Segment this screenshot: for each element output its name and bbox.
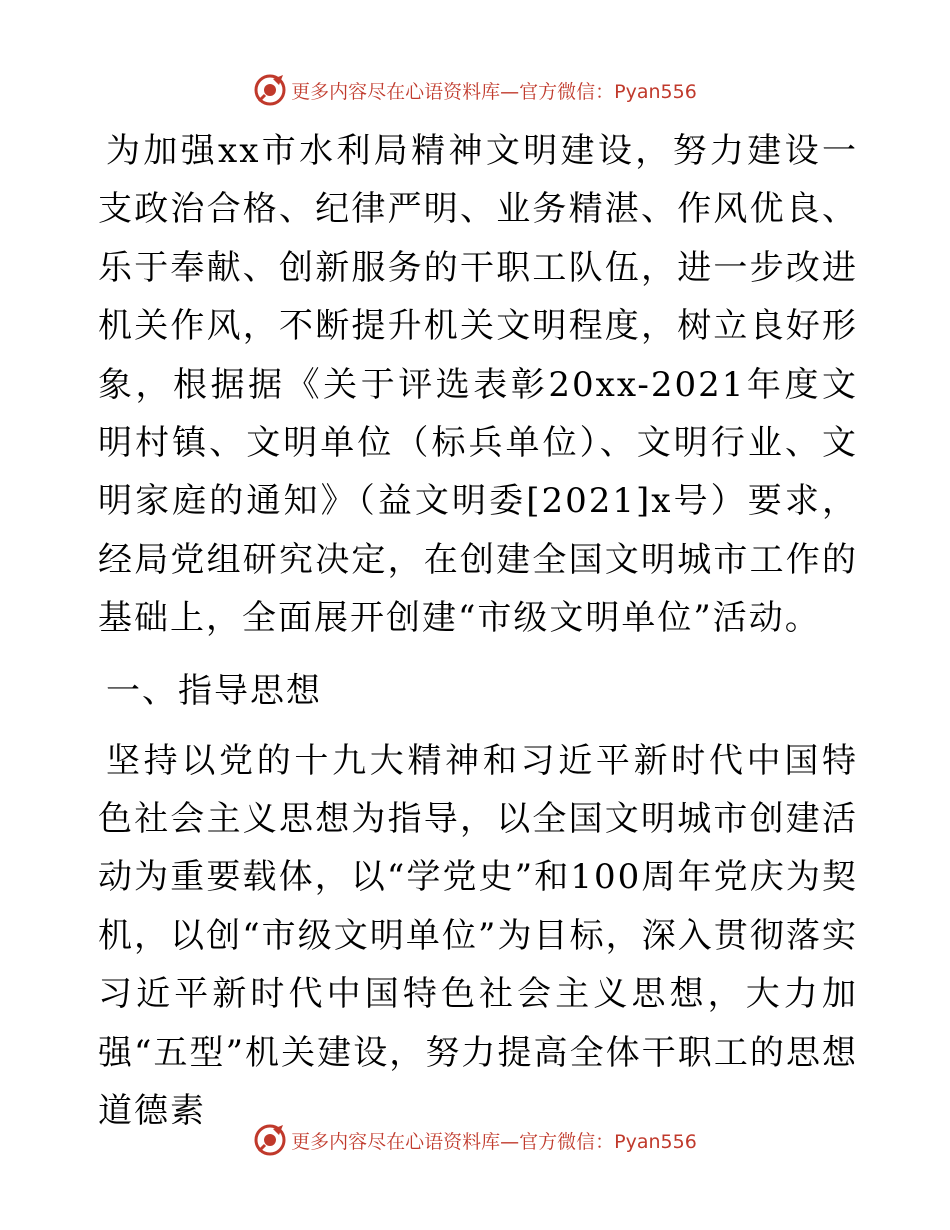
watermark-text: 更多内容尽在心语资料库—官方微信：Pyan556 [291,1130,697,1153]
watermark-banner-top [0,70,950,110]
logo-icon [253,73,287,107]
logo-icon [253,1123,287,1157]
watermark-text: 更多内容尽在心语资料库—官方微信：Pyan556 [291,80,697,103]
paragraph-guiding-thought: 坚持以党的十九大精神和习近平新时代中国特色社会主义思想为指导，以全国文明城市创建活动为重要载体，以“学党史”和100周年党庆为契机，以创“市级文明单位”为目标，深入贯彻落实习近平新时代中国特色社会主义思想，大力加强“五型”机关建设，努力提高全体干职工的思想道德素 [98,740,858,1132]
paragraph-intro: 为加强xx市水利局精神文明建设，努力建设一支政治合格、纪律严明、业务精湛、作风优良、乐于奉献、创新服务的干职工队伍，进一步改进机关作风，不断提升机关文明程度，树立良好形象，根据据《关于评选表彰20xx-2021年度文明村镇、文明单位（标兵单位）、文明行业、文明家庭的通知》（益文明委[2021]x号）要求，经局党组研究决定，在创建全国文明城市工作的基础上，全面展开创建“市级文明单位”活动。 [98,131,858,639]
section-heading: 一、指导思想 [106,670,322,711]
document-body [98,122,858,1141]
watermark-banner-bottom [0,1120,950,1160]
